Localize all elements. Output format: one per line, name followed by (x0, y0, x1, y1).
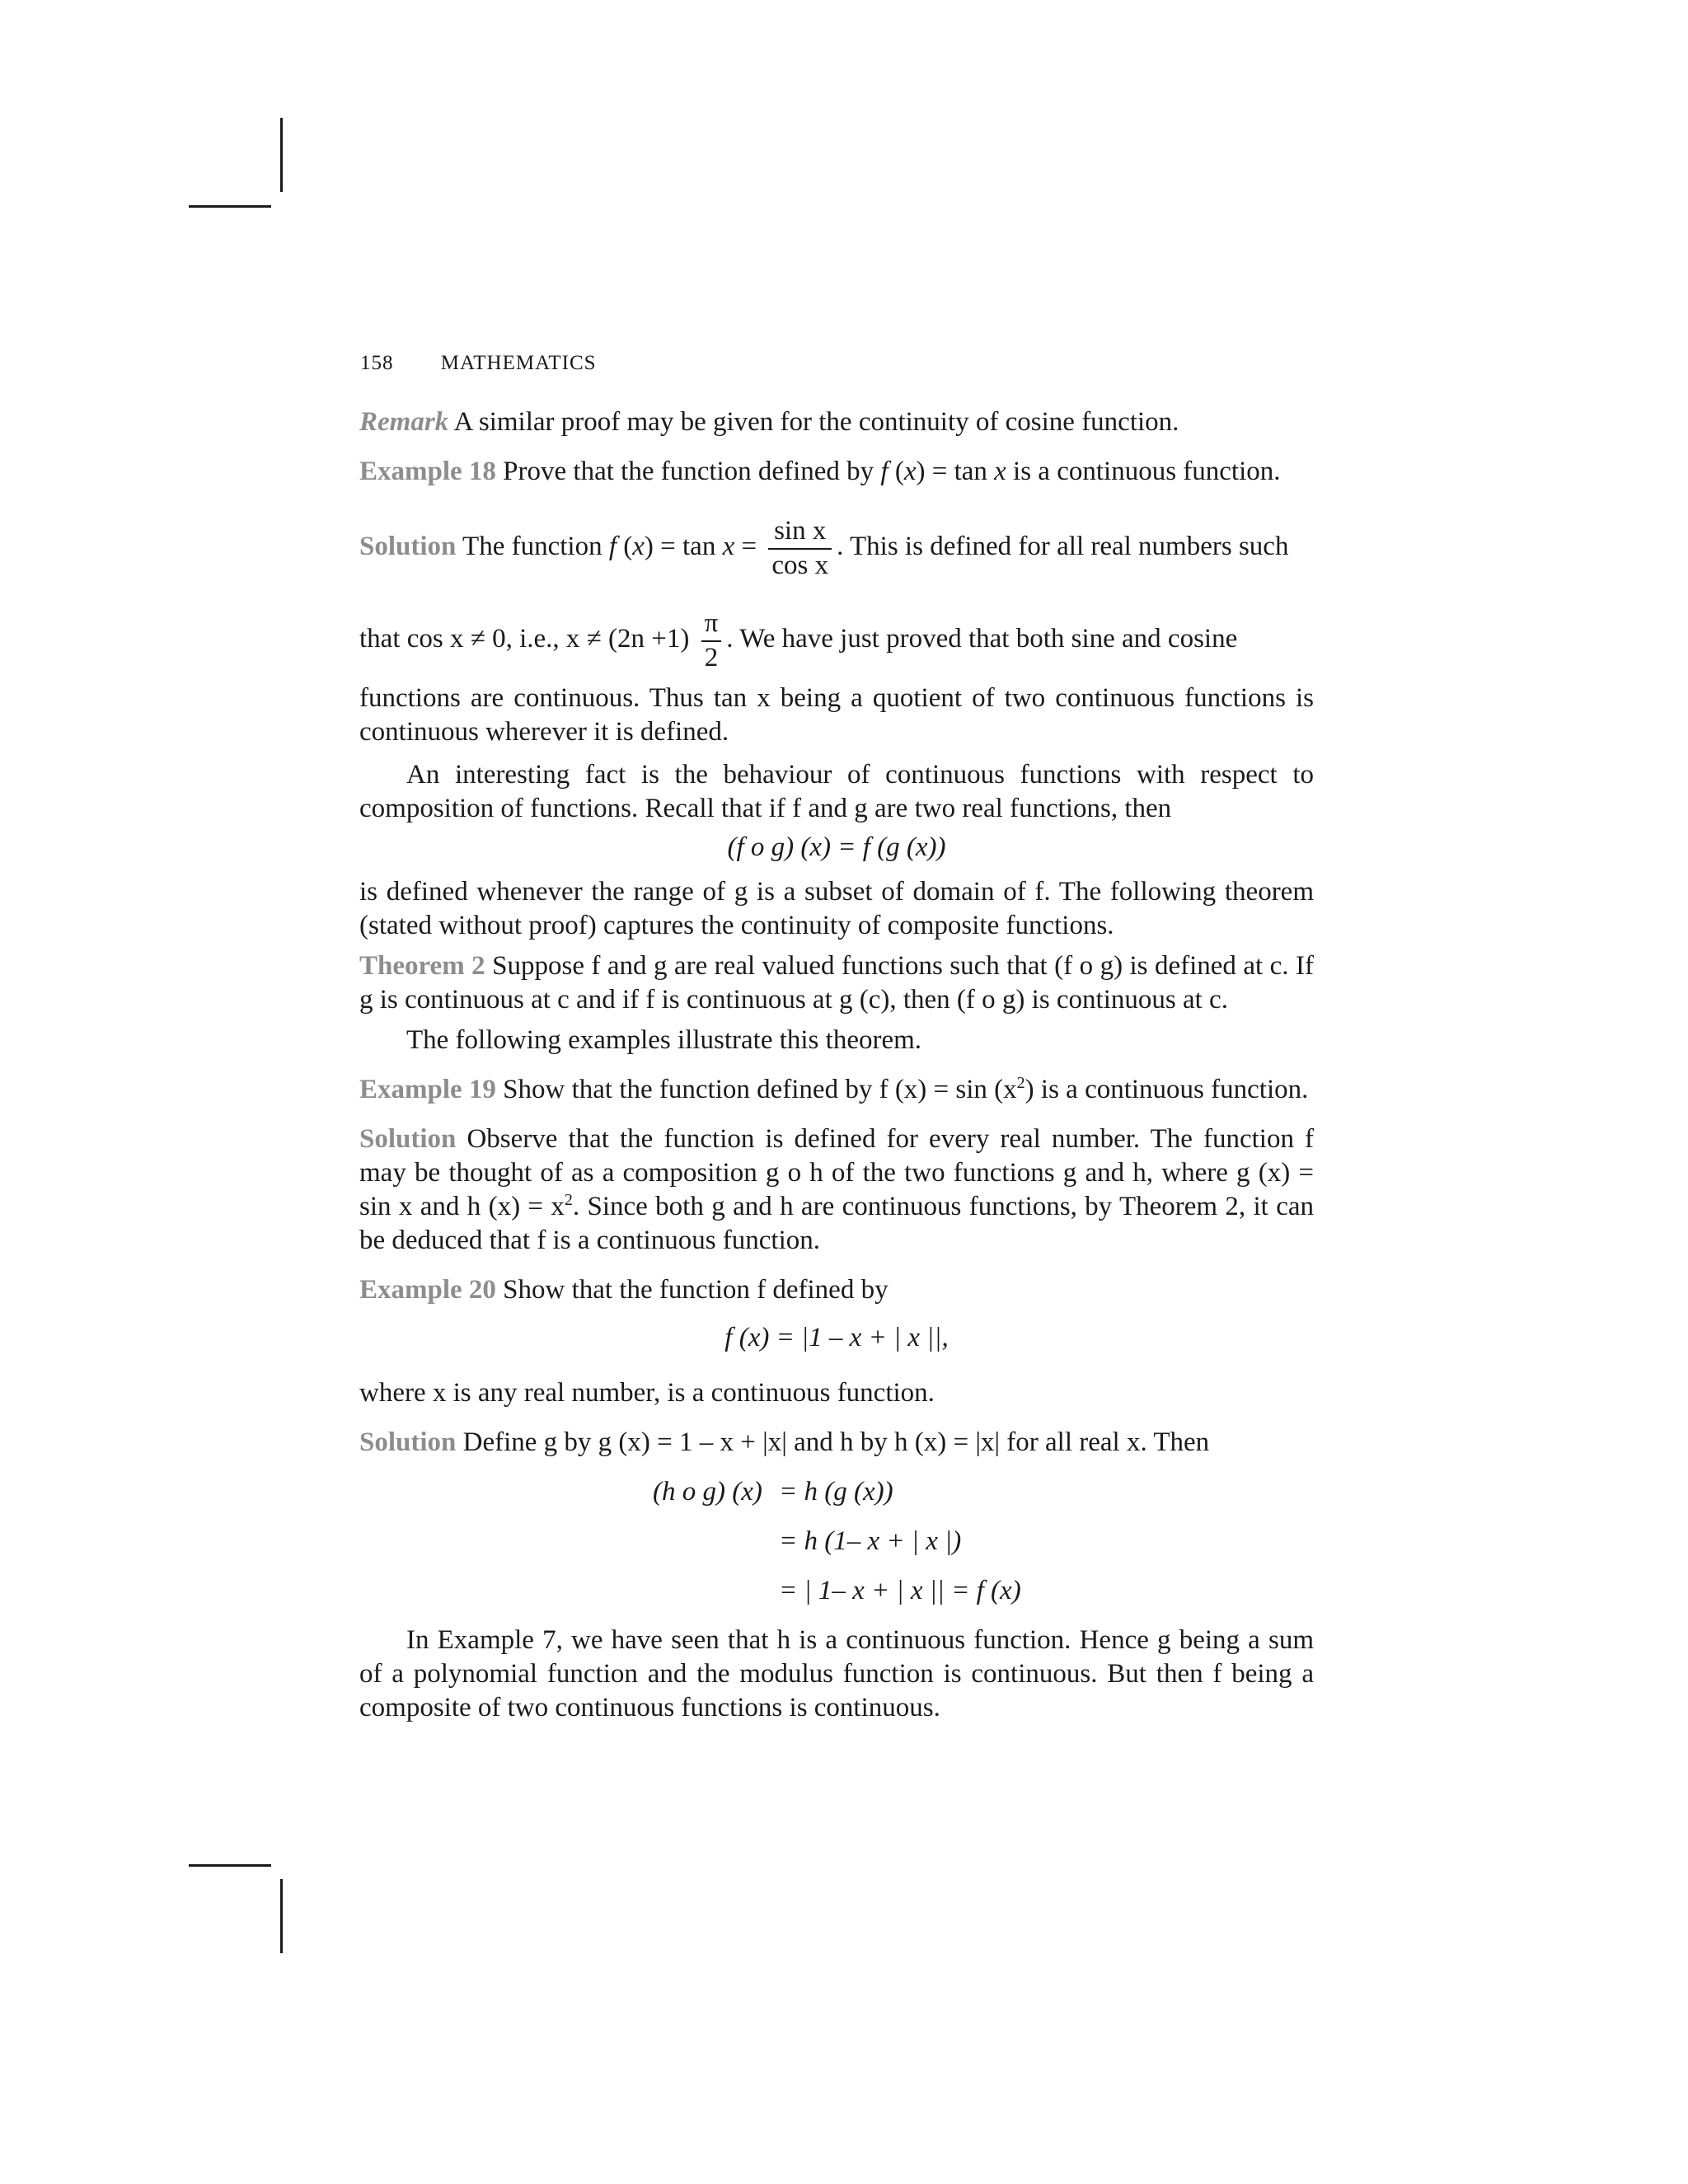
example-18-label: Example 18 (359, 457, 496, 486)
theorem-2 (359, 949, 1314, 1017)
theorem-2-label: Theorem 2 (359, 951, 485, 981)
example-20-statement (359, 1273, 1314, 1307)
pi-over-two-fraction (701, 607, 722, 674)
example-18-sol-c: that cos (359, 624, 450, 654)
example-19-text-end: ) is a continuous function. (1025, 1075, 1309, 1104)
pi-denominator: 2 (704, 642, 719, 673)
example-20-solution-label: Solution (359, 1427, 457, 1457)
example-20-label: Example 20 (359, 1275, 496, 1305)
example-19-solution-text-end: . Since both g and h are continuous functions, by Theorem 2, it can be deduced that f is a continuous function. (359, 1192, 1315, 1255)
example-19-solution-text: Observe that the function is defined for every real number. The function f may be thought of as a composition g o h of the two functions g and h, where g (x) = sin x and h (x) = x (359, 1124, 1314, 1221)
example-19-solution: Solution Observe that the function is defined for every real number. The function f may be thought of as a composition g o h of the two functions g and h, where g (x) = sin x and h $(x) = x^2$. Since both g and h are continuous functions, by Theorem 2, it can be deduced that f is a continuous function. (359, 1124, 1315, 1255)
fraction-numerator: sin x (768, 515, 832, 550)
example-19-solution-label: Solution (359, 1124, 457, 1154)
page-number: 158 (360, 352, 394, 374)
example-19-statement: Example 19 Show that the function defined by f $(x) = \sin (x^2)$ is a continuous function. (359, 1074, 1309, 1104)
remark-text: A similar proof may be given for the continuity of cosine function. (453, 407, 1179, 437)
example-19-label: Example 19 (359, 1075, 496, 1104)
sin-over-cos-fraction (768, 515, 832, 582)
example-20-text: Show that the function f defined by (503, 1275, 889, 1305)
equation-row-1-lhs: (h o g) (x) (653, 1477, 762, 1507)
example-18-solution-line1: Solution The function f (x) = tan x = $\frac{\text{sin x}}{\text{cos x}}$ . This is defined for all real numbers such (359, 515, 1314, 582)
example-18-statement: Example 18 Prove that the function defined by f (x) = tan x is a continuous function. (359, 457, 1281, 486)
crop-mark-bottom-horizontal (189, 1864, 271, 1867)
equation-row-2: = h (1– x + | x |) (779, 1526, 962, 1556)
example-18-solution-line2 (359, 607, 1314, 674)
final-paragraph: In Example 7, we have seen that h is a continuous function. Hence g being a sum of a polynomial function and the modulus function is continuous. But then f being a composite of two continuous functions is continuous. (359, 1625, 1314, 1722)
composition-equation: (f o g) (x) = f (g (x)) (727, 832, 946, 862)
example-18-sol-b: . This is defined for all real numbers such (837, 532, 1289, 562)
crop-mark-top-vertical (280, 118, 283, 192)
example-20-solution (359, 1426, 1314, 1460)
example-18-sol-e: . We have just proved that both sine and cosine (726, 624, 1238, 654)
running-head-title: MATHEMATICS (440, 352, 597, 374)
remark-label: Remark (359, 407, 449, 437)
example-18-text-a: Prove that the function defined by (503, 457, 881, 486)
example-18-sol-d: x ≠ 0, i.e., x ≠ (2n +1) (449, 624, 690, 654)
example-18-solution-rest: functions are continuous. Thus tan x being a quotient of two continuous functions is continuous wherever it is defined. (359, 683, 1314, 747)
example-20-solution-text: Define g by g (x) = 1 – x + |x| and h by h (x) = |x| for all real x. Then (462, 1427, 1210, 1457)
remark-paragraph (359, 405, 1314, 439)
running-head (360, 346, 597, 380)
example-20-after: where x is any real number, is a continuous function. (359, 1378, 935, 1408)
example-20-equation: f (x) = |1 – x + | x ||, (724, 1323, 949, 1352)
theorem-2-follow: The following examples illustrate this theorem. (406, 1025, 922, 1055)
equation-row-1-rhs: = h (g (x)) (779, 1477, 893, 1507)
crop-mark-bottom-vertical (280, 1879, 283, 1953)
example-18-text-b: is a continuous function. (1006, 457, 1281, 486)
theorem-2-text: Suppose f and g are real valued functions such that (f o g) is defined at c. If g is continuous at c and if f is continuous at g (c), then (f o g) is continuous at c. (359, 951, 1314, 1015)
equation-row-3: = | 1– x + | x || = f (x) (779, 1576, 1021, 1605)
composition-paragraph-2: is defined whenever the range of g is a subset of domain of f. The following theorem (stated without proof) captures the continuity of composite functions. (359, 877, 1314, 940)
crop-mark-top-horizontal (189, 205, 271, 208)
composition-paragraph: An interesting fact is the behaviour of continuous functions with respect to composition of functions. Recall that if f and g are two real functions, then (359, 760, 1314, 823)
example-18-sol-a: The function (462, 532, 609, 562)
fraction-denominator: cos x (771, 550, 829, 580)
example-18-solution-label: Solution (359, 532, 457, 562)
example-19-text: Show that the function defined by f (x) = sin (x (503, 1075, 1017, 1104)
pi-numerator: π (701, 607, 722, 642)
